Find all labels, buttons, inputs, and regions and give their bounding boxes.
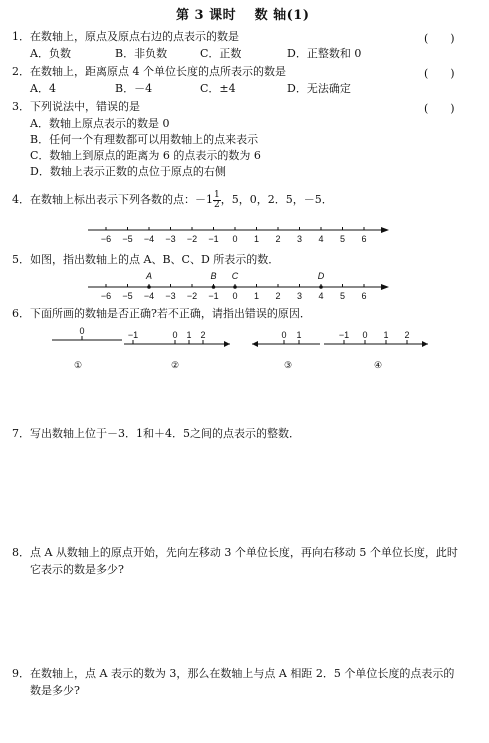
q4-tick-label: 2 [275,234,281,244]
q5-point-label-D: D [317,271,325,281]
q5-point-label-C: C [231,271,239,281]
question-1-stem: 1．在数轴上，原点及原点右边的点表示的数是 [12,30,239,43]
question-9-line-1: 9．在数轴上，点 A 表示的数为 3，那么在数轴上与点 A 相距 2．5 个单位长度的点表示的 [12,667,455,680]
q5-tick-label: −4 [143,291,155,301]
q6-axis-4-label-2: 1 [383,330,389,340]
q5-point-B [212,285,216,289]
question-8-line-1: 8．点 A 从数轴上的原点开始，先向左移动 3 个单位长度，再向右移动 5 个单位长度，此时 [12,546,458,559]
q6-axis-4-label-3: 2 [404,330,410,340]
q6-axis-4-label-0: −1 [338,330,350,340]
q4-tick-label: −5 [122,234,133,244]
q5-tick-label: −1 [208,291,219,301]
question-5-stem: 5．如图，指出数轴上的点 A、B、C、D 所表示的数． [12,253,280,266]
q5-tick-label: −6 [100,291,112,301]
q6-axis-4 [324,330,428,370]
question-3-answer-paren: ( ) [424,102,455,115]
q5-tick-label: 5 [339,291,346,301]
q6-axis-4-label-1: 0 [362,330,368,340]
question-2-option-a: A．4 [30,82,56,95]
q6-axis-2-label-0: −1 [127,330,139,340]
q5-tick-label: 0 [232,291,238,301]
q6-marker-1: ① [73,360,83,370]
question-6-number-lines [40,326,470,374]
page-title: 第 3 课时 数 轴(1) [176,8,310,23]
q4-tick-label: 3 [296,234,303,244]
question-2-stem: 2．在数轴上，距离原点 4 个单位长度的点所表示的数是 [12,65,286,78]
q6-axis-2-label-2: 1 [186,330,192,340]
q5-tick-label: 1 [253,291,260,301]
q5-tick-label: −3 [165,291,176,301]
question-3-option-d: D．数轴上表示正数的点位于原点的右侧 [30,165,226,178]
q4-tick-label: 5 [339,234,346,244]
q4-tick-label: −2 [186,234,198,244]
question-1-option-b: B．非负数 [115,47,168,60]
q6-axis-2-label-1: 0 [172,330,178,340]
question-2-answer-paren: ( ) [424,67,455,80]
q6-axis-3-label-0: 0 [281,330,287,340]
q6-axis-1-label-0: 0 [79,326,85,336]
question-2-option-c: C．±4 [200,82,236,95]
q5-point-label-B: B [210,271,217,281]
question-3-option-b: B．任何一个有理数都可以用数轴上的点来表示 [30,133,259,146]
question-2-option-d: D．无法确定 [287,82,351,95]
fraction-one-half: $\frac{1}{2}$ [214,189,220,210]
q5-tick-label: 2 [275,291,281,301]
question-1-option-a: A．负数 [30,47,71,60]
question-9-line-2: 数是多少? [30,684,80,697]
question-8-line-2: 它表示的数是多少? [30,563,124,576]
q5-point-D [319,285,323,289]
q4-tick-label: −3 [165,234,176,244]
q5-point-C [233,285,237,289]
q4-tick-label: 0 [232,234,238,244]
question-3-option-a: A．数轴上原点表示的数是 0 [30,117,170,130]
q4-tick-label: −1 [208,234,219,244]
q5-point-A [147,285,151,289]
q4-tick-label: −4 [143,234,155,244]
q5-tick-label: −5 [122,291,133,301]
q5-tick-label: 3 [296,291,303,301]
q6-axis-2-label-3: 2 [200,330,206,340]
question-2-option-b: B．－4 [115,82,153,95]
question-4-stem-rest: ，5，0，2．5，－5． [220,193,333,206]
q6-axis-3-label-1: 1 [296,330,302,340]
question-7-stem: 7．写出数轴上位于－3．1和＋4．5之间的点表示的整数． [12,427,300,440]
question-4-stem [12,186,333,214]
question-3-option-c: C．数轴上到原点的距离为 6 的点表示的数为 6 [30,149,261,162]
q6-marker-4: ④ [373,360,383,370]
q6-marker-3: ③ [283,360,293,370]
q5-point-label-A: A [145,271,153,281]
q5-tick-label: −2 [186,291,198,301]
q4-arrow-icon [381,227,389,233]
question-1-option-d: D．正整数和 0 [287,47,362,60]
question-6-stem: 6．下面所画的数轴是否正确?若不正确，请指出错误的原因． [12,307,311,320]
q6-axis-2 [124,330,230,370]
q5-tick-label: 4 [318,291,324,301]
question-5-number-line [86,269,391,305]
q5-tick-label: 6 [361,291,367,301]
question-4-stem-text: 4．在数轴上标出表示下列各数的点：－1 [12,193,213,206]
question-1-option-c: C．正数 [200,47,242,60]
q6-marker-2: ② [170,360,180,370]
question-1-answer-paren: ( ) [424,32,455,45]
q6-axis-1 [52,326,122,370]
q4-tick-label: 1 [253,234,260,244]
q4-tick-label: −6 [100,234,112,244]
q6-axis-3 [252,330,320,370]
q4-tick-label: 6 [361,234,367,244]
question-4-number-line [86,222,391,248]
q4-tick-label: 4 [318,234,324,244]
q5-arrow-icon [381,284,389,290]
question-3-stem: 3．下列说法中，错误的是 [12,100,140,113]
